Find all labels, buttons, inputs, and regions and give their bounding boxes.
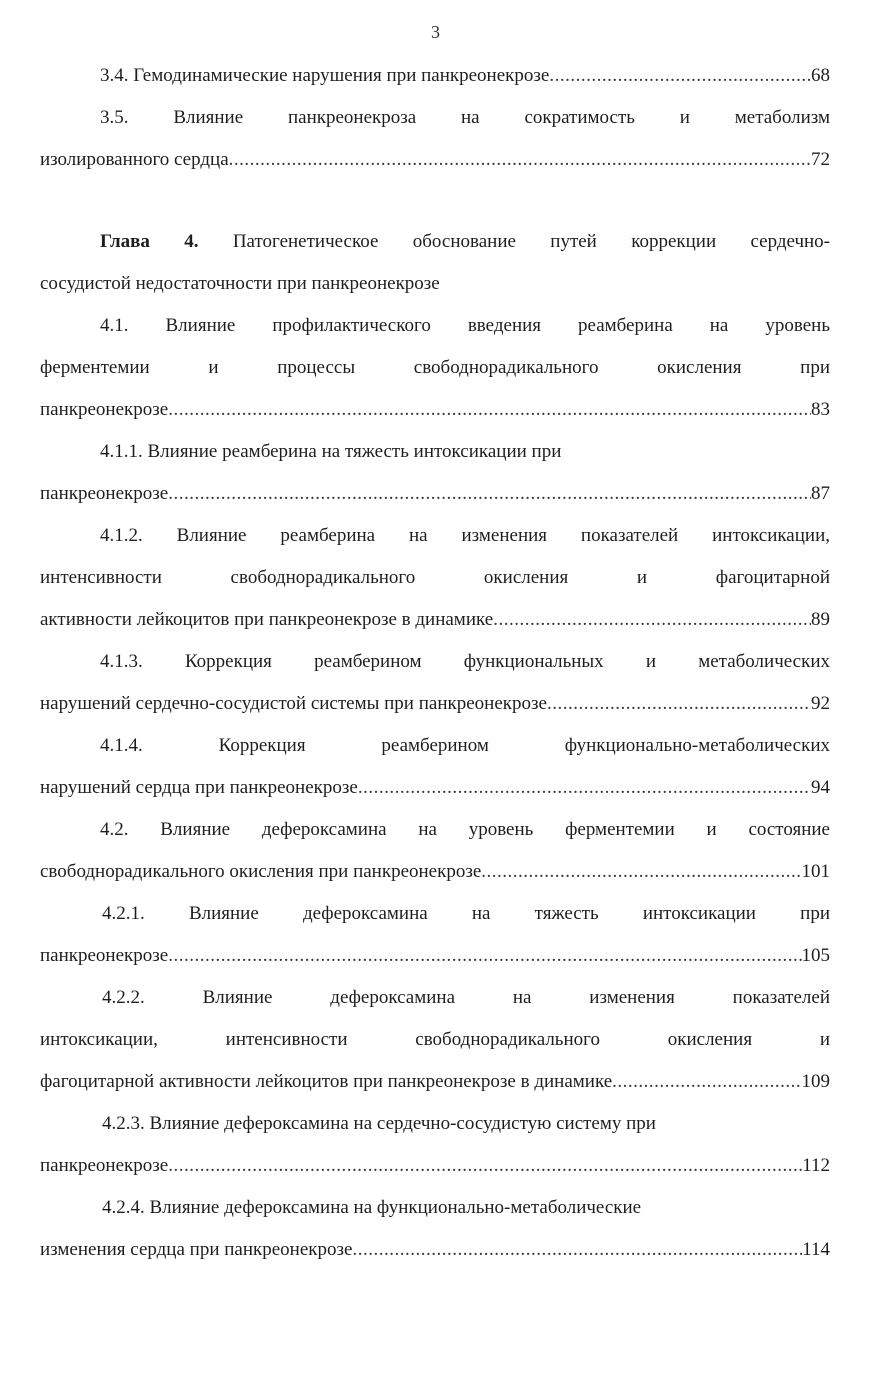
chapter-4-heading-line-1 — [40, 221, 830, 263]
toc-entry-4-2-4-line-2 — [40, 1229, 830, 1271]
toc-entry-text: панкреонекрозе — [40, 399, 169, 420]
toc-entry-3-5-line-2 — [40, 139, 830, 181]
chapter-4-heading-line-2: сосудистой недостаточности при панкреонекрозе — [40, 273, 440, 294]
dot-leader — [168, 389, 811, 431]
toc-page-number: 105 — [801, 945, 830, 966]
dot-leader — [549, 55, 811, 97]
toc-entry-4-2-2-line-2: интоксикации, интенсивности свободнорадикального окисления и — [40, 1029, 830, 1050]
toc-entry-4-2-1-line-1: 4.2.1. Влияние дефероксамина на тяжесть интоксикации при — [102, 903, 830, 924]
toc-entry-4-1-1-line-2 — [40, 473, 830, 515]
toc-entry-4-1-2-line-1: 4.1.2. Влияние реамберина на изменения показателей интоксикации, — [100, 525, 830, 546]
dot-leader — [358, 767, 811, 809]
toc-entry-4-2-4-line-1: 4.2.4. Влияние дефероксамина на функционально-метаболические — [102, 1197, 642, 1218]
dot-leader — [168, 1145, 802, 1187]
toc-entry-text: нарушений сердечно-сосудистой системы при панкреонекрозе — [40, 693, 547, 714]
toc-entry-text: панкреонекрозе — [40, 945, 169, 966]
toc-entry-4-1-line-3 — [40, 389, 830, 431]
toc-page-number: 92 — [811, 693, 830, 714]
toc-page-number: 109 — [801, 1071, 830, 1092]
toc-entry-4-1-3-line-2 — [40, 683, 830, 725]
toc-page-number: 68 — [811, 65, 830, 86]
toc-entry-4-1-line-1: 4.1. Влияние профилактического введения реамберина на уровень — [100, 315, 830, 336]
dot-leader — [612, 1061, 801, 1103]
toc-entry-4-1-line-2: ферментемии и процессы свободнорадикального окисления при — [40, 357, 830, 378]
toc-entry-text: нарушений сердца при панкреонекрозе — [40, 777, 358, 798]
toc-entry-text: фагоцитарной активности лейкоцитов при панкреонекрозе в динамике — [40, 1071, 613, 1092]
toc-entry-text: изолированного сердца — [40, 149, 229, 170]
toc-page-number: 89 — [811, 609, 830, 630]
toc-entry-4-1-4-line-2 — [40, 767, 830, 809]
toc-page-number: 72 — [811, 149, 830, 170]
toc-entry-4-2-line-1: 4.2. Влияние дефероксамина на уровень ферментемии и состояние — [100, 819, 830, 840]
toc-entry-4-2-2-line-3 — [40, 1061, 830, 1103]
table-of-contents — [40, 55, 830, 1271]
toc-entry-text: изменения сердца при панкреонекрозе — [40, 1239, 353, 1260]
toc-entry-text: 3.4. Гемодинамические нарушения при панкреонекрозе — [100, 65, 550, 86]
toc-page-number: 87 — [811, 483, 830, 504]
dot-leader — [229, 139, 811, 181]
toc-page-number: 94 — [811, 777, 830, 798]
toc-page-number: 114 — [802, 1239, 830, 1260]
page-number: 3 — [431, 22, 440, 42]
dot-leader — [547, 683, 811, 725]
chapter-label: Глава 4. — [100, 231, 199, 252]
toc-entry-4-2-3-line-2 — [40, 1145, 830, 1187]
toc-entry-4-1-3-line-1: 4.1.3. Коррекция реамберином функциональных и метаболических — [100, 651, 830, 672]
toc-entry-4-1-2-line-3 — [40, 599, 830, 641]
toc-entry-4-2-1-line-2 — [40, 935, 830, 977]
toc-entry-3-5-line-1: 3.5. Влияние панкреонекроза на сократимость и метаболизм — [100, 107, 830, 128]
dot-leader — [493, 599, 811, 641]
chapter-title: Патогенетическое обоснование путей коррекции сердечно- — [232, 231, 830, 252]
toc-entry-4-2-2-line-1: 4.2.2. Влияние дефероксамина на изменения показателей — [102, 987, 830, 1008]
toc-page-number: 112 — [802, 1155, 830, 1176]
toc-entry-3-4 — [40, 55, 830, 97]
toc-entry-text: панкреонекрозе — [40, 483, 169, 504]
dot-leader — [168, 935, 801, 977]
dot-leader — [168, 473, 811, 515]
toc-entry-4-1-2-line-2: интенсивности свободнорадикального окисления и фагоцитарной — [40, 567, 830, 588]
toc-entry-4-1-4-line-1: 4.1.4. Коррекция реамберином функционально-метаболических — [100, 735, 830, 756]
toc-entry-4-1-1-line-1: 4.1.1. Влияние реамберина на тяжесть интоксикации при — [100, 441, 562, 462]
toc-entry-text: панкреонекрозе — [40, 1155, 169, 1176]
dot-leader — [481, 851, 801, 893]
toc-entry-text: свободнорадикального окисления при панкреонекрозе — [40, 861, 482, 882]
dot-leader — [352, 1229, 802, 1271]
toc-page-number: 83 — [811, 399, 830, 420]
toc-page-number: 101 — [801, 861, 830, 882]
toc-entry-4-2-3-line-1: 4.2.3. Влияние дефероксамина на сердечно-сосудистую систему при — [102, 1113, 656, 1134]
toc-entry-text: активности лейкоцитов при панкреонекрозе в динамике — [40, 609, 494, 630]
toc-entry-4-2-line-2 — [40, 851, 830, 893]
